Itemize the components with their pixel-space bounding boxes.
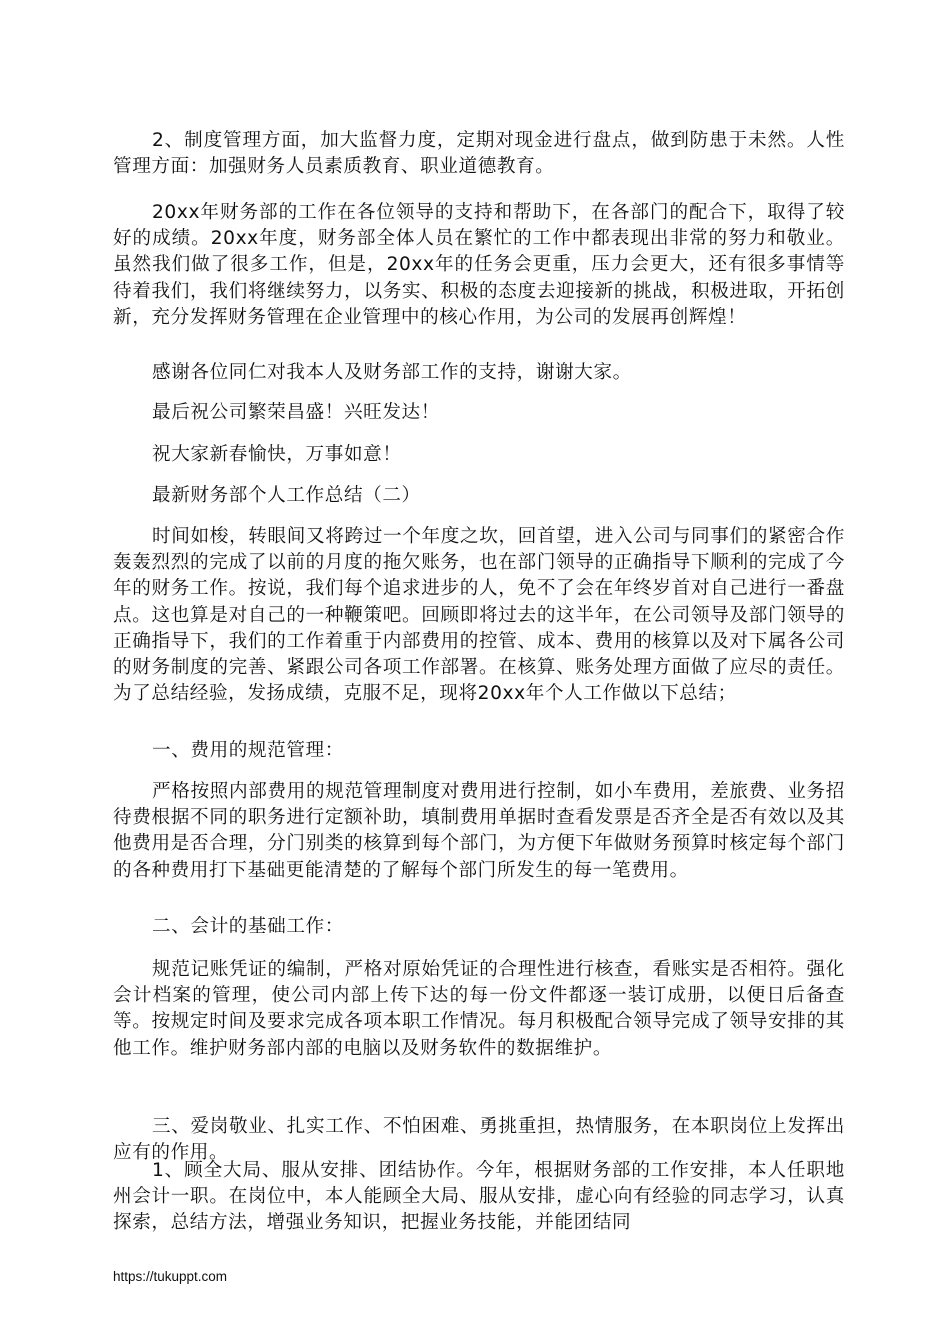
paragraph-p2: 20xx年财务部的工作在各位领导的支持和帮助下，在各部门的配合下，取得了较好的成绩。20xx年度，财务部全体人员在繁忙的工作中都表现出非常的努力和敬业。虽然我们做了很多工作，但是，20xx年的任务会更重，压力会更大，还有很多事情等待着我们，我们将继续努力，以务实、积极的态度去迎接新的挑战，积极进取，开拓创新，充分发挥财务管理在企业管理中的核心作用，为公司的发展再创辉煌！ (113, 202, 845, 328)
paragraph-p8: 一、费用的规范管理： (152, 740, 344, 761)
paragraph-p1: 2、制度管理方面，加大监督力度，定期对现金进行盘点，做到防患于未然。人性管理方面：加强财务人员素质教育、职业道德教育。 (113, 130, 845, 178)
paragraph-p5: 祝大家新春愉快，万事如意！ (152, 444, 402, 465)
footer-url-link[interactable]: https://tukuppt.com (113, 1269, 228, 1284)
paragraph-p3: 感谢各位同仁对我本人及财务部工作的支持，谢谢大家。 (152, 362, 632, 383)
paragraph-p9: 严格按照内部费用的规范管理制度对费用进行控制，如小车费用，差旅费、业务招待费根据不同的职务进行定额补助，填制费用单据时查看发票是否齐全是否有效以及其他费用是否合理，分门别类的核算到每个部门，为方便下年做财务预算时核定每个部门的各种费用打下基础更能清楚的了解每个部门所发生的每一笔费用。 (113, 781, 845, 881)
paragraph-p11: 规范记账凭证的编制，严格对原始凭证的合理性进行核查，看账实是否相符。强化会计档案的管理，使公司内部上传下达的每一份文件都逐一装订成册，以便日后备查等。按规定时间及要求完成各项本职工作情况。每月积极配合领导完成了领导安排的其他工作。维护财务部内部的电脑以及财务软件的数据维护。 (113, 959, 845, 1059)
paragraph-p10: 二、会计的基础工作： (152, 916, 344, 937)
paragraph-p12: 三、爱岗敬业、扎实工作、不怕困难、勇挑重担，热情服务，在本职岗位上发挥出应有的作用。 (113, 1116, 845, 1164)
paragraph-p13: 1、顾全大局、服从安排、团结协作。今年，根据财务部的工作安排，本人任职地州会计一职。在岗位中，本人能顾全大局、服从安排，虚心向有经验的同志学习，认真探索，总结方法，增强业务知识，把握业务技能，并能团结同 (113, 1160, 845, 1234)
paragraph-p6: 最新财务部个人工作总结（二） (152, 485, 421, 506)
paragraph-p7: 时间如梭，转眼间又将跨过一个年度之坎，回首望，进入公司与同事们的紧密合作轰轰烈烈的完成了以前的月度的拖欠账务，也在部门领导的正确指导下顺利的完成了今年的财务工作。按说，我们每个追求进步的人，免不了会在年终岁首对自己进行一番盘点。这也算是对自己的一种鞭策吧。回顾即将过去的这半年，在公司领导及部门领导的正确指导下，我们的工作着重于内部费用的控管、成本、费用的核算以及对下属各公司的财务制度的完善、紧跟公司各项工作部署。在核算、账务处理方面做了应尽的责任。为了总结经验，发扬成绩，克服不足，现将20xx年个人工作做以下总结； (113, 526, 845, 705)
paragraph-p4: 最后祝公司繁荣昌盛！兴旺发达！ (152, 402, 440, 423)
